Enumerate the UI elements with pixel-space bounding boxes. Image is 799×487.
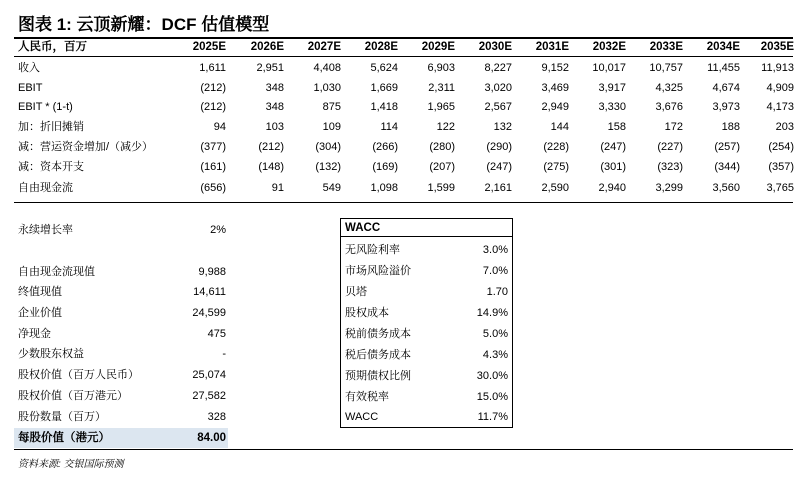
row-value: 1,611: [199, 62, 226, 74]
row-label: EBIT * (1-t): [18, 101, 73, 113]
row-value: 8,227: [484, 62, 512, 74]
row-value: (228): [543, 141, 569, 153]
row-value: (344): [714, 161, 740, 173]
row-value: (207): [429, 161, 455, 173]
summary-label: 终值现值: [18, 286, 62, 298]
header-rule: [14, 56, 793, 57]
year-header: 2032E: [592, 41, 626, 53]
wacc-label: 税前债务成本: [345, 328, 411, 340]
source-note: 资料来源: 交银国际预测: [18, 459, 124, 470]
per-share-label: 每股价值（港元）: [18, 432, 110, 444]
row-label: 减：资本开支: [18, 161, 84, 173]
row-value: 3,676: [655, 101, 683, 113]
wacc-label: 预期债权比例: [345, 370, 411, 382]
row-value: 10,757: [649, 62, 683, 74]
row-value: 122: [436, 121, 455, 133]
row-value: 188: [721, 121, 740, 133]
table-bottom-rule: [14, 202, 793, 203]
row-value: 1,965: [427, 101, 455, 113]
row-value: (212): [200, 101, 226, 113]
row-value: 875: [322, 101, 341, 113]
summary-value: 9,988: [198, 266, 226, 278]
row-value: 9,152: [541, 62, 569, 74]
row-value: 3,560: [712, 182, 740, 194]
row-label: 收入: [18, 62, 40, 74]
row-value: 5,624: [370, 62, 398, 74]
row-value: 144: [550, 121, 569, 133]
row-value: 103: [265, 121, 284, 133]
year-header: 2028E: [364, 41, 398, 53]
row-value: 94: [213, 121, 226, 133]
row-value: 172: [664, 121, 683, 133]
growth-label: 永续增长率: [18, 224, 73, 236]
row-value: (169): [372, 161, 398, 173]
row-label: 自由现金流: [18, 182, 73, 194]
wacc-label: 市场风险溢价: [345, 265, 411, 277]
row-value: 1,418: [370, 101, 398, 113]
row-value: 3,299: [655, 182, 683, 194]
year-header: 2025E: [192, 41, 226, 53]
wacc-label: 税后债务成本: [345, 349, 411, 361]
year-header: 2029E: [421, 41, 455, 53]
row-value: 2,951: [256, 62, 284, 74]
row-value: 348: [265, 101, 284, 113]
row-value: (290): [486, 141, 512, 153]
row-value: 3,917: [598, 82, 626, 94]
bottom-rule: [14, 449, 793, 450]
row-value: (280): [429, 141, 455, 153]
row-value: (254): [768, 141, 794, 153]
summary-label: 股权价值（百万港元）: [18, 390, 128, 402]
summary-value: 25,074: [192, 369, 226, 381]
growth-value: 2%: [210, 224, 226, 236]
row-value: 2,161: [484, 182, 512, 194]
wacc-value: 4.3%: [482, 349, 508, 361]
row-value: 158: [607, 121, 626, 133]
wacc-label: 股权成本: [345, 307, 389, 319]
row-value: 3,330: [598, 101, 626, 113]
summary-label: 自由现金流现值: [18, 266, 95, 278]
row-value: (304): [315, 141, 341, 153]
wacc-divider: [341, 236, 512, 237]
row-value: 2,311: [428, 82, 455, 94]
summary-label: 股权价值（百万人民币）: [18, 369, 139, 381]
row-value: (257): [714, 141, 740, 153]
wacc-value: 15.0%: [476, 391, 508, 403]
row-value: (132): [315, 161, 341, 173]
summary-value: 475: [207, 328, 226, 340]
summary-label: 股份数量（百万）: [18, 411, 106, 423]
year-header: 2034E: [706, 41, 740, 53]
row-value: (247): [600, 141, 626, 153]
wacc-value: 7.0%: [482, 265, 508, 277]
summary-value: -: [222, 348, 226, 360]
row-value: 4,325: [655, 82, 683, 94]
row-value: 3,469: [541, 82, 569, 94]
top-rule: [14, 37, 793, 39]
row-label: 加：折旧摊销: [18, 121, 84, 133]
row-value: (323): [657, 161, 683, 173]
row-value: 4,408: [313, 62, 341, 74]
row-value: 348: [265, 82, 284, 94]
summary-label: 净现金: [18, 328, 51, 340]
wacc-value: 3.0%: [482, 244, 508, 256]
row-value: 6,903: [427, 62, 455, 74]
row-value: (212): [200, 82, 226, 94]
row-value: (301): [600, 161, 626, 173]
summary-value: 328: [207, 411, 226, 423]
year-header: 2027E: [307, 41, 341, 53]
wacc-label: WACC: [345, 411, 379, 423]
year-header: 2030E: [478, 41, 512, 53]
wacc-title: WACC: [345, 222, 381, 234]
wacc-value: 11.7%: [477, 411, 508, 423]
summary-value: 27,582: [192, 390, 226, 402]
summary-value: 24,599: [192, 307, 226, 319]
row-value: 1,098: [370, 182, 398, 194]
row-value: (266): [372, 141, 398, 153]
row-value: (227): [657, 141, 683, 153]
row-value: (377): [200, 141, 226, 153]
row-value: 4,173: [766, 101, 794, 113]
year-header: 2031E: [535, 41, 569, 53]
per-share-value: 84.00: [197, 432, 226, 444]
wacc-value: 1.70: [486, 286, 508, 298]
row-value: 109: [322, 121, 341, 133]
row-value: 4,909: [766, 82, 794, 94]
row-value: (212): [258, 141, 284, 153]
wacc-value: 14.9%: [476, 307, 508, 319]
row-value: 1,030: [313, 82, 341, 94]
row-value: 1,599: [427, 182, 455, 194]
row-value: (656): [200, 182, 226, 194]
row-value: 10,017: [592, 62, 626, 74]
row-value: (161): [200, 161, 226, 173]
row-value: 1,669: [370, 82, 398, 94]
page-title: 图表 1: 云顶新耀：DCF 估值模型: [18, 15, 270, 34]
wacc-label: 有效税率: [345, 391, 389, 403]
row-value: 11,455: [707, 62, 740, 74]
row-value: 3,973: [712, 101, 740, 113]
row-value: (357): [768, 161, 794, 173]
row-value: (275): [543, 161, 569, 173]
row-value: 3,020: [484, 82, 512, 94]
row-value: 4,674: [712, 82, 740, 94]
row-value: 11,913: [761, 62, 794, 74]
wacc-value: 5.0%: [482, 328, 508, 340]
wacc-label: 无风险利率: [345, 244, 400, 256]
summary-label: 少数股东权益: [18, 348, 84, 360]
wacc-label: 贝塔: [345, 286, 367, 298]
table-header-label: 人民币，百万: [18, 41, 87, 53]
row-value: (247): [486, 161, 512, 173]
wacc-value: 30.0%: [476, 370, 508, 382]
summary-label: 企业价值: [18, 307, 62, 319]
row-value: 2,590: [541, 182, 569, 194]
row-value: 3,765: [766, 182, 794, 194]
row-label: 减：营运资金增加/（减少）: [18, 141, 154, 153]
row-value: 91: [271, 182, 284, 194]
row-value: 114: [380, 121, 398, 133]
row-value: (148): [258, 161, 284, 173]
row-value: 2,567: [484, 101, 512, 113]
row-value: 549: [322, 182, 341, 194]
year-header: 2033E: [649, 41, 683, 53]
row-label: EBIT: [18, 82, 43, 94]
wacc-box: [340, 218, 513, 428]
row-value: 2,940: [598, 182, 626, 194]
row-value: 132: [493, 121, 512, 133]
row-value: 203: [775, 121, 794, 133]
row-value: 2,949: [541, 101, 569, 113]
summary-value: 14,611: [193, 286, 226, 298]
year-header: 2026E: [250, 41, 284, 53]
year-header: 2035E: [760, 41, 794, 53]
